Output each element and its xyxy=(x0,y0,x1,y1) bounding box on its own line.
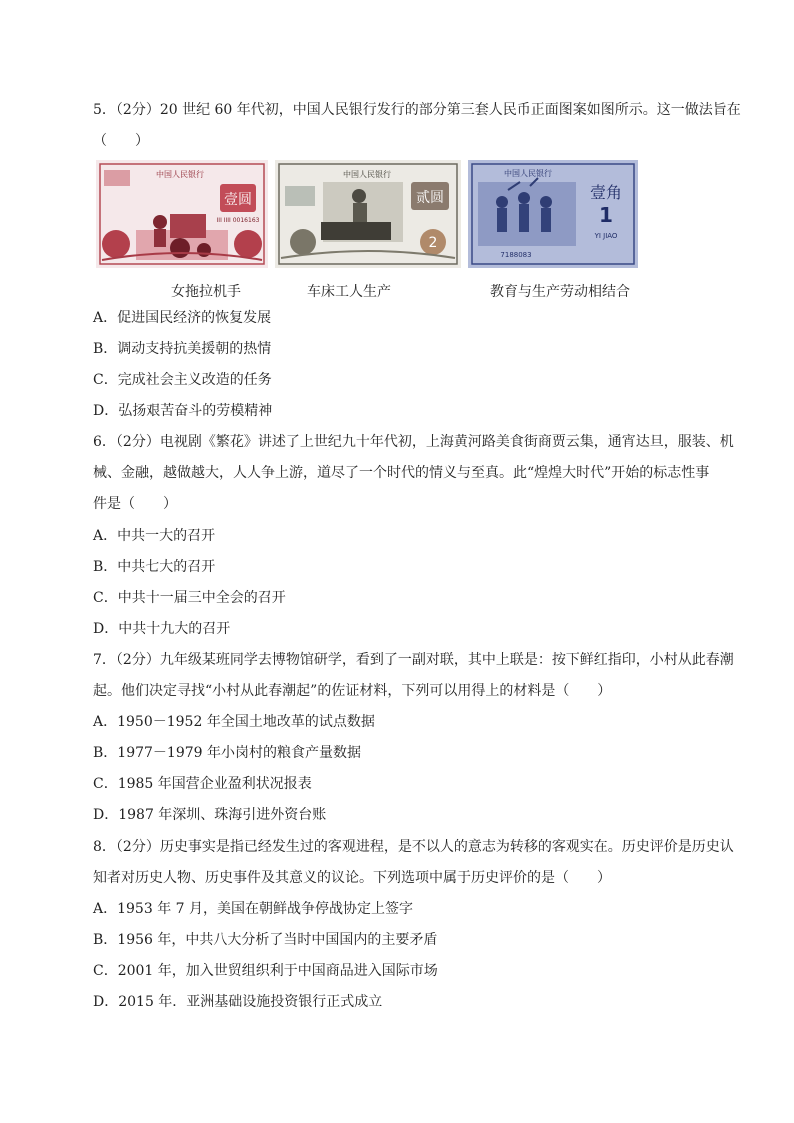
question-5-option-d[interactable]: D．弘扬艰苦奋斗的劳模精神 xyxy=(93,403,273,419)
question-8-option-d[interactable]: D．2015 年．亚洲基础设施投资银行正式成立 xyxy=(93,994,383,1010)
question-6-stem-line-2: 械、金融，越做越大，人人争上游，道尽了一个时代的情义与至真。此“煌煌大时代”开始的标志性事 xyxy=(93,465,710,481)
question-5-stem-line-1: 5．（2分）20 世纪 60 年代初，中国人民银行发行的部分第三套人民币正面图案如图所示。这一做法旨在 xyxy=(93,102,741,118)
question-5-option-c[interactable]: C．完成社会主义改造的任务 xyxy=(93,372,272,388)
banknote-3-numeral: 1 xyxy=(599,203,613,227)
banknote-image-one-yuan xyxy=(96,160,268,268)
banknote-1-bank-text: 中国人民银行 xyxy=(156,170,204,179)
question-7-option-d[interactable]: D．1987 年深圳、珠海引进外资台账 xyxy=(93,807,327,823)
question-5-stem-line-2: （ ） xyxy=(93,133,149,149)
banknote-3-caption: 教育与生产劳动相结合 xyxy=(490,284,630,300)
svg-text:2: 2 xyxy=(428,235,438,251)
question-8-stem-line-2: 知者对历史人物、历史事件及其意义的议论。下列选项中属于历史评价的是（ ） xyxy=(93,870,611,886)
banknote-3-serial: 7188083 xyxy=(500,251,532,259)
question-8-option-a[interactable]: A．1953 年 7 月，美国在朝鲜战争停战协定上签字 xyxy=(93,901,413,917)
question-8-stem-line-1: 8．（2分）历史事实是指已经发生过的客观进程，是不以人的意志为转移的客观实在。历史评价是历史认 xyxy=(93,839,734,855)
banknote-3-denomination: 壹角 xyxy=(589,183,623,202)
banknote-3-latin: YI JIAO xyxy=(594,232,618,240)
question-5-option-b[interactable]: B．调动支持抗美援朝的热情 xyxy=(93,341,272,357)
banknote-3-bank-text: 中国人民银行 xyxy=(504,169,552,178)
question-7-stem-line-2: 起。他们决定寻找“小村从此春潮起”的佐证材料，下列可以用得上的材料是（ ） xyxy=(93,683,612,699)
question-8-option-c[interactable]: C．2001 年，加入世贸组织利于中国商品进入国际市场 xyxy=(93,963,438,979)
question-8-option-b[interactable]: B．1956 年，中共八大分析了当时中国国内的主要矛盾 xyxy=(93,932,438,948)
question-6-option-c[interactable]: C．中共十一届三中全会的召开 xyxy=(93,590,286,606)
question-7-option-b[interactable]: B．1977－1979 年小岗村的粮食产量数据 xyxy=(93,745,361,761)
question-7-option-a[interactable]: A．1950－1952 年全国土地改革的试点数据 xyxy=(93,714,375,730)
question-6-option-d[interactable]: D．中共十九大的召开 xyxy=(93,621,231,637)
question-6-option-a[interactable]: A．中共一大的召开 xyxy=(93,528,216,544)
question-6-stem-line-1: 6．（2分）电视剧《繁花》讲述了上世纪九十年代初，上海黄河路美食街商贾云集，通宵达旦，服装、机 xyxy=(93,434,734,450)
banknote-1-caption: 女拖拉机手 xyxy=(171,284,241,300)
question-6-stem-line-3: 件是（ ） xyxy=(93,496,177,512)
question-7-option-c[interactable]: C．1985 年国营企业盈利状况报表 xyxy=(93,776,312,792)
banknote-1-serial: III IIII 0016163 xyxy=(216,217,260,224)
question-7-stem-line-1: 7．（2分）九年级某班同学去博物馆研学，看到了一副对联，其中上联是：按下鲜红指印，小村从此春潮 xyxy=(93,652,734,668)
banknote-1-denomination: 壹圆 xyxy=(224,192,252,208)
question-5-option-a[interactable]: A．促进国民经济的恢复发展 xyxy=(93,310,272,326)
question-6-option-b[interactable]: B．中共七大的召开 xyxy=(93,559,216,575)
banknote-2-caption: 车床工人生产 xyxy=(307,284,391,300)
banknote-image-two-yuan xyxy=(275,160,461,268)
banknote-2-denomination: 贰圆 xyxy=(416,190,444,206)
banknote-image-one-jiao xyxy=(468,160,638,268)
banknote-2-bank-text: 中国人民银行 xyxy=(343,170,391,179)
